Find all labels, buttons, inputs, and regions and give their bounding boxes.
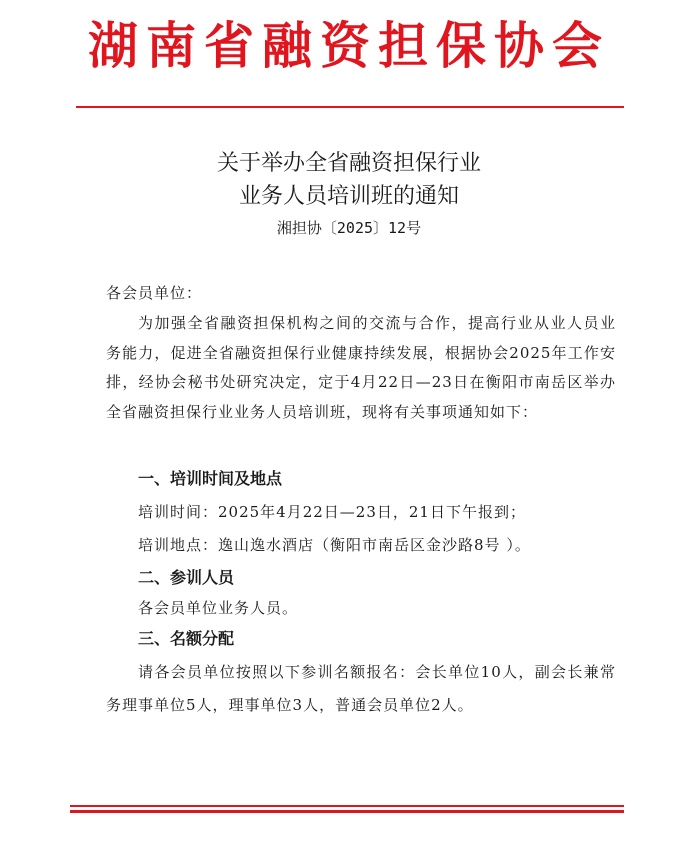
participants-line: 各会员单位业务人员。 xyxy=(138,599,299,617)
quota-paragraph: 请各会员单位按照以下参训名额报名：会长单位10人，副会长兼常务理事单位5人，理事单位3人，普通会员单位2人。 xyxy=(106,663,616,714)
footer-divider-thin xyxy=(70,805,624,807)
notice-title-line-1: 关于举办全省融资担保行业 xyxy=(216,151,481,176)
footer-divider-thick xyxy=(70,810,624,813)
letterhead-org-name: 湖南省融资担保协会 xyxy=(88,16,610,75)
salutation: 各会员单位： xyxy=(106,284,203,302)
section-heading-participants: 二、参训人员 xyxy=(138,568,235,587)
training-place-line: 培训地点：逸山逸水酒店（衡阳市南岳区金沙路8号 ）。 xyxy=(138,536,531,554)
section-heading-quota: 三、名额分配 xyxy=(138,629,235,648)
section-heading-time-place: 一、培训时间及地点 xyxy=(138,469,283,488)
letterhead-divider xyxy=(76,106,624,108)
training-time-line: 培训时间：2025年4月22日—23日，21日下午报到； xyxy=(138,503,526,521)
document-number: 湘担协〔2025〕12号 xyxy=(276,219,422,237)
intro-paragraph: 为加强全省融资担保机构之间的交流与合作，提高行业从业人员业务能力，促进全省融资担保行业健康持续发展，根据协会2025年工作安排，经协会秘书处研究决定，定于4月22日—23日在衡阳市南岳区举办全省融资担保行业业务人员培训班，现将有关事项通知如下： xyxy=(106,314,616,421)
notice-title-line-2: 业务人员培训班的通知 xyxy=(238,184,459,209)
